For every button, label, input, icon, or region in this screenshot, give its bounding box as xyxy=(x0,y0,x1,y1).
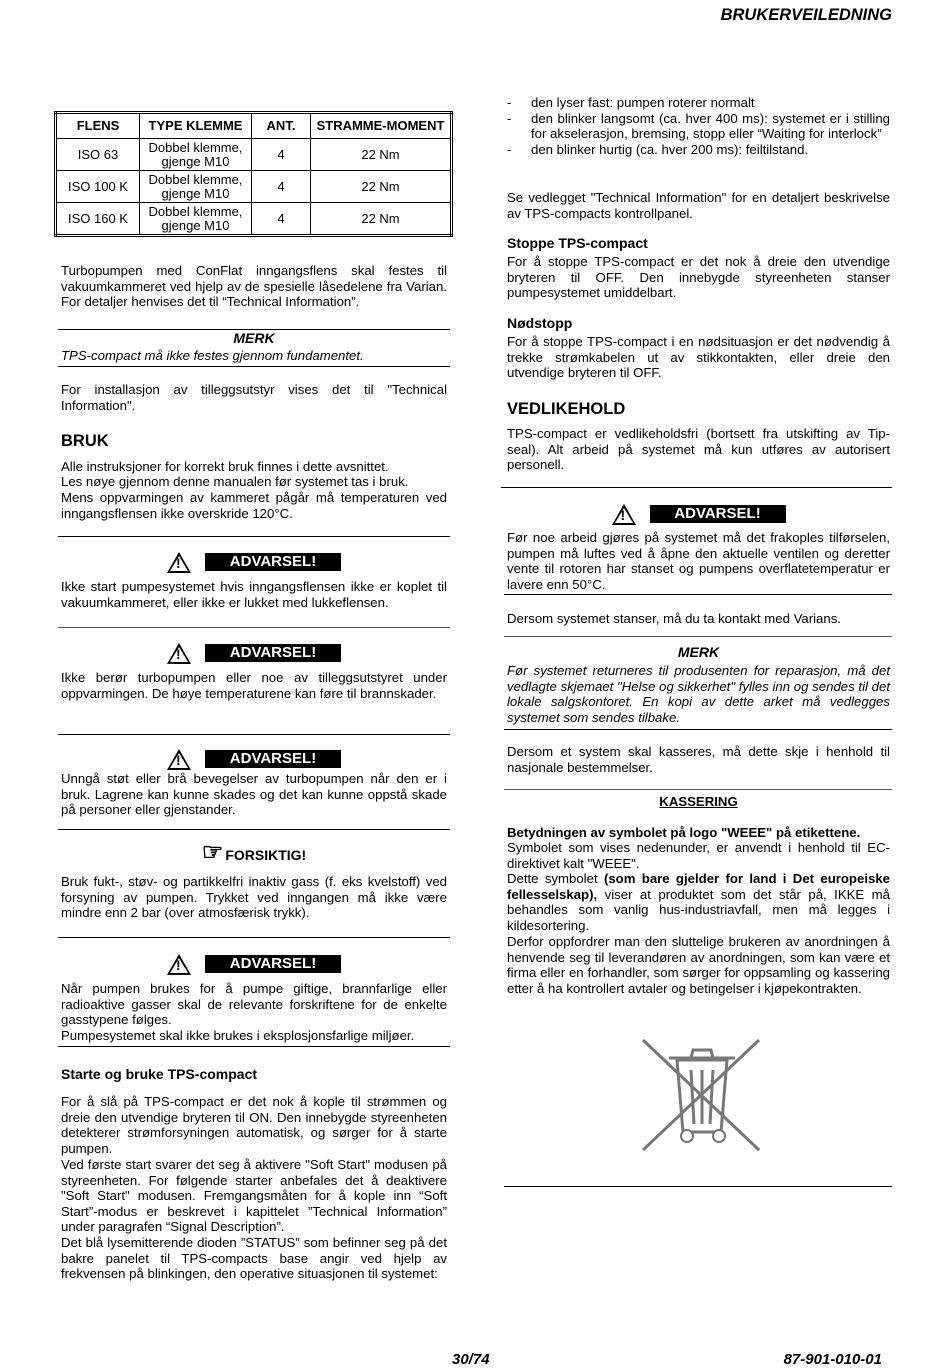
list-item: - den lyser fast: pumpen roterer normalt xyxy=(507,95,755,110)
warning-header xyxy=(61,551,447,573)
clamp-table xyxy=(54,111,453,237)
note-title: MERK xyxy=(677,644,720,660)
table-cell: Dobbel klemme, gjenge M10 xyxy=(140,139,252,171)
caution-header xyxy=(61,839,447,866)
table-cell: Dobbel klemme, gjenge M10 xyxy=(140,171,252,203)
divider xyxy=(504,789,892,790)
warning-triangle-icon: ! xyxy=(167,954,191,975)
warning-triangle-icon: ! xyxy=(167,749,191,770)
divider xyxy=(58,627,450,628)
divider xyxy=(58,734,450,735)
divider xyxy=(58,366,450,367)
divider xyxy=(58,937,450,938)
column-header: FLENS xyxy=(56,113,140,139)
column-header: ANT. xyxy=(252,113,311,139)
warning-header xyxy=(61,642,447,664)
maintenance-paragraph: TPS-compact er vedlikeholdsfri (bortsett fra utskifting av Tip-seal). Alt arbeid på systemet må kun utføres av autorisert personell. xyxy=(507,426,890,473)
scrap-paragraph: Dersom et system skal kasseres, må dette skje i henhold til nasjonale bestemmelser. xyxy=(507,744,890,775)
note-title: MERK xyxy=(233,330,275,346)
bruk-line: Les nøye gjennom denne manualen før systemet tas i bruk. xyxy=(61,474,409,489)
start-paragraph: For å slå på TPS-compact er det nok å kople til strømmen og dreie den utvendige bryteren til ON. Den innebygde styreenheten detekterer strømforsyningen automatisk, og sørger for å starte pumpen. xyxy=(61,1094,447,1156)
start-paragraph: Det blå lysemitterende dioden ”STATUS” som befinner seg på det bakre panelet til TPS-compacts base angir ved hjelp av frekvensen på blinkingen, den operative situasjonen til systemet: xyxy=(61,1235,447,1282)
divider xyxy=(504,636,892,637)
document-number: 87-901-010-01 xyxy=(783,1351,882,1368)
contact-paragraph: Dersom systemet stanser, må du ta kontakt med Varians. xyxy=(507,611,841,626)
section-title-start: Starte og bruke TPS-compact xyxy=(61,1066,258,1082)
section-title-maintenance: VEDLIKEHOLD xyxy=(507,400,626,418)
divider xyxy=(504,729,892,730)
warning-header xyxy=(61,748,447,770)
install-paragraph: For installasjon av tilleggsutstyr vises det til "Technical Information". xyxy=(61,382,447,413)
weee-bin-icon xyxy=(639,1036,765,1154)
list-item: - den blinker langsomt (ca. hver 400 ms): systemet er i stilling for akselerasjon, bremsing, stopp eller “Waiting for interlock” xyxy=(507,110,890,142)
see-paragraph: Se vedlegget "Technical Information" for en detaljert beskrivelse av TPS-compacts kontrollpanel. xyxy=(507,190,890,221)
warning-text: Ikke berør turbopumpen eller noe av tilleggsutstyret under oppvarmingen. De høye temperaturene kan føre til brannskader. xyxy=(61,670,447,701)
warning-triangle-icon: ! xyxy=(167,552,191,573)
divider xyxy=(501,487,892,488)
stop-paragraph: For å stoppe TPS-compact er det nok å dreie den utvendige bryteren til OFF. Den innebygde styreenheten stanser pumpesystemet umiddelbart. xyxy=(507,254,890,301)
weee-paragraph: Dette symbolet (som bare gjelder for land i Det europeiske fellesselskap), viser at produktet som det står på, IKKE må behandles som vanlig hus-industriavfall, men må legges i kildesortering. xyxy=(507,871,890,933)
weee-paragraph: Symbolet som vises nedenunder, er anvendt i henhold til EC-direktivet kalt "WEEE". xyxy=(507,840,890,871)
table-cell: 22 Nm xyxy=(311,171,452,203)
table-cell: 22 Nm xyxy=(311,139,452,171)
bruk-line: Alle instruksjoner for korrekt bruk finnes i dette avsnittet. xyxy=(61,459,389,474)
column-header: TYPE KLEMME xyxy=(140,113,252,139)
warning-label: ADVARSEL! xyxy=(205,955,341,973)
bruk-line: Mens oppvarmingen av kammeret pågår må temperaturen ved inngangsflensen ikke overskride 120°C. xyxy=(61,490,447,521)
warning-triangle-icon: ! xyxy=(167,643,191,664)
warning-label: ADVARSEL! xyxy=(205,644,341,662)
turbo-paragraph: Turbopumpen med ConFlat inngangsflens skal festes til vakuumkammeret ved hjelp av de spesielle låsedelene fra Varian. For detaljer henvises det til “Technical Information”. xyxy=(61,263,447,310)
divider xyxy=(58,1046,450,1047)
warning-label: ADVARSEL! xyxy=(205,553,341,571)
warning-text: Når pumpen brukes for å pumpe giftige, brannfarlige eller radioaktive gasser skal de relevante forskriftene for de enkelte gasstypene følges. xyxy=(61,981,447,1028)
caution-text: Bruk fukt-, støv- og partikkelfri inaktiv gass (f. eks kvelstoff) ved forsyning av pumpen. Trykket ved inngangen må ikke være mindre enn 2 bar (over atmosfærisk trykk). xyxy=(61,874,447,921)
divider xyxy=(58,829,450,830)
start-paragraph: Ved første start svarer det seg å aktivere "Soft Start" modusen på styreenheten. For følgende starter anbefales det å deaktivere "Soft Start" modusen. Fremgangsmåten for å kople inn “Soft Start”-modus er beskrevet i kapittelet ”Technical Information” under paragrafen “Signal Description”. xyxy=(61,1157,447,1235)
table-cell: 22 Nm xyxy=(311,203,452,236)
document-header: BRUKERVEILEDNING xyxy=(720,6,892,24)
table-cell: ISO 63 xyxy=(56,139,140,171)
warning-text: Unngå støt eller brå bevegelser av turbopumpen når den er i bruk. Lagrene kan kunne skades og det kan kunne oppstå skade på personer eller gjenstander. xyxy=(61,771,447,818)
section-title-emergency: Nødstopp xyxy=(507,315,573,331)
pointing-hand-icon: ☞ xyxy=(201,839,224,866)
table-cell: 4 xyxy=(252,171,311,203)
table-cell: 4 xyxy=(252,139,311,171)
table-cell: 4 xyxy=(252,203,311,236)
divider xyxy=(504,594,892,595)
warning-label: ADVARSEL! xyxy=(205,750,341,768)
note-text: TPS-compact må ikke festes gjennom fundamentet. xyxy=(61,348,364,363)
warning-text: Før noe arbeid gjøres på systemet må det frakoples tilførselen, pumpen må luftes ved å åpne den aktuelle ventilen og deretter vente til rotoren har stanset og pumpens overflatetemperatur er lavere enn 50°C. xyxy=(507,530,890,592)
table-cell: ISO 160 K xyxy=(56,203,140,236)
list-item: - den blinker hurtig (ca. hver 200 ms): feiltilstand. xyxy=(507,141,809,157)
status-list xyxy=(507,95,890,157)
caution-label: FORSIKTIG! xyxy=(225,847,307,864)
table-cell: ISO 100 K xyxy=(56,171,140,203)
table-row xyxy=(56,139,452,171)
table-row xyxy=(56,203,452,236)
note-text: Før systemet returneres til produsenten for reparasjon, må det vedlagte skjemaet "Helse og sikkerhet" fylles inn og sendes til det lokale salgskontoret. En kopi av dette arket må vedlegges systemet som sendes tilbake. xyxy=(507,663,890,725)
warning-header xyxy=(507,503,890,525)
section-title-stop: Stoppe TPS-compact xyxy=(507,235,648,251)
section-title-disposal: KASSERING xyxy=(659,794,738,809)
divider xyxy=(504,1186,892,1187)
section-title-bruk: BRUK xyxy=(61,432,109,450)
emergency-paragraph: For å stoppe TPS-compact i en nødsituasjon er det nødvendig å trekke strømkabelen ut av stikkontakten, eller dreie den utvendige bryteren til OFF. xyxy=(507,334,890,381)
warning-header xyxy=(61,953,447,975)
page-number: 30/74 xyxy=(452,1351,490,1368)
table-header-row xyxy=(56,113,452,139)
column-header: STRAMME-MOMENT xyxy=(311,113,452,139)
warning-text: Ikke start pumpesystemet hvis inngangsflensen ikke er koplet til vakuumkammeret, eller ikke er lukket med lukkeflensen. xyxy=(61,579,447,610)
warning-triangle-icon: ! xyxy=(612,504,636,525)
weee-paragraph: Derfor oppfordrer man den sluttelige brukeren av anordningen å henvende seg til leverandøren av anordningen, som kan være et firma eller en forhandler, som sørger for oppsamling og kassering etter å ha kontrollert avtaler og betingelser i kjøpekontrakten. xyxy=(507,934,890,996)
table-cell: Dobbel klemme, gjenge M10 xyxy=(140,203,252,236)
warning-text: Pumpesystemet skal ikke brukes i eksplosjonsfarlige miljøer. xyxy=(61,1028,415,1043)
divider xyxy=(58,536,450,537)
warning-label: ADVARSEL! xyxy=(650,505,786,523)
table-row xyxy=(56,171,452,203)
weee-heading: Betydningen av symbolet på logo "WEEE" på etikettene. xyxy=(507,825,861,840)
